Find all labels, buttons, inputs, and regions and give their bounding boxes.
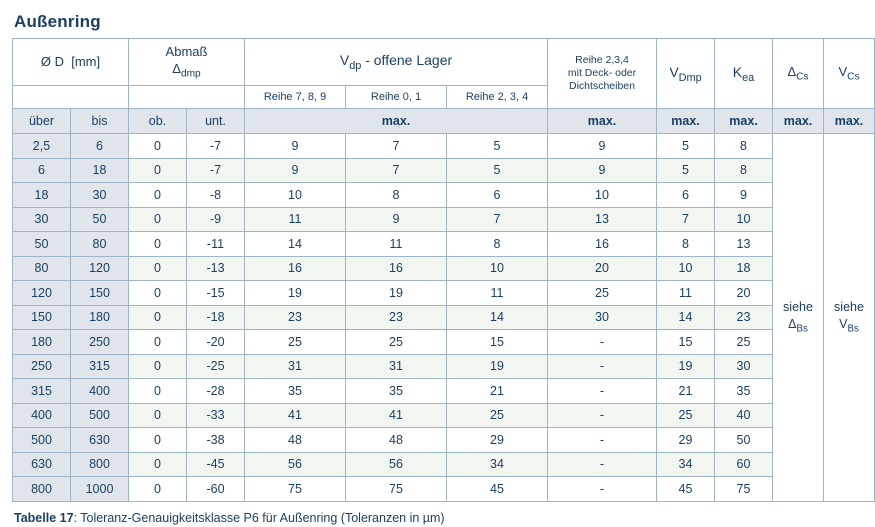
- cell-vdp-reihe01: 16: [346, 256, 447, 281]
- header-vdmp: [657, 39, 715, 109]
- cell-bis: 180: [71, 305, 129, 330]
- header-max-dcs: max.: [773, 109, 824, 134]
- cell-abmass-ob: 0: [129, 452, 187, 477]
- header-vdmp-symbol: V: [669, 63, 679, 80]
- cell-ueber: 50: [13, 232, 71, 257]
- cell-vdp-reihe01: 31: [346, 354, 447, 379]
- cell-vdp-reihe234: 5: [447, 134, 548, 159]
- table-row: [13, 428, 875, 453]
- cell-vdp-reihe234: 8: [447, 232, 548, 257]
- cell-vdp-reihe234: 5: [447, 158, 548, 183]
- header-diameter-symbol: Ø D: [40, 54, 64, 70]
- cell-ueber: 630: [13, 452, 71, 477]
- cell-deckscheiben: 20: [548, 256, 657, 281]
- cell-ueber: 400: [13, 403, 71, 428]
- cell-abmass-ob: 0: [129, 207, 187, 232]
- page-title: Außenring: [14, 12, 101, 31]
- header-reihe-234: Reihe 2, 3, 4: [447, 86, 548, 109]
- header-max-vcs: max.: [824, 109, 875, 134]
- cell-kea: 30: [715, 354, 773, 379]
- cell-vdmp: 8: [657, 232, 715, 257]
- table-row: [13, 207, 875, 232]
- cell-bis: 630: [71, 428, 129, 453]
- cell-bis: 150: [71, 281, 129, 306]
- header-ueber: über: [13, 109, 71, 134]
- cell-vdmp: 29: [657, 428, 715, 453]
- table-row: [13, 452, 875, 477]
- header-kea-subscript: ea: [742, 71, 755, 84]
- header-abmass: [129, 39, 245, 86]
- header-reihe-deck-l1: Reihe 2,3,4: [575, 53, 629, 66]
- cell-bis: 400: [71, 379, 129, 404]
- cell-vdp-reihe789: 14: [245, 232, 346, 257]
- cell-vdp-reihe789: 9: [245, 134, 346, 159]
- cell-vdp-reihe01: 48: [346, 428, 447, 453]
- cell-kea: 25: [715, 330, 773, 355]
- cell-vdp-reihe01: 7: [346, 134, 447, 159]
- cell-ueber: 6: [13, 158, 71, 183]
- cell-bis: 18: [71, 158, 129, 183]
- cell-vdmp: 19: [657, 354, 715, 379]
- cell-vdp-reihe789: 48: [245, 428, 346, 453]
- cell-ueber: 120: [13, 281, 71, 306]
- cell-abmass-ob: 0: [129, 354, 187, 379]
- table-row: [13, 305, 875, 330]
- cell-vdmp: 6: [657, 183, 715, 208]
- cell-vdp-reihe789: 25: [245, 330, 346, 355]
- vcs-siehe-symbol: $V_{Bs}$: [839, 316, 859, 335]
- header-reihe-789: Reihe 7, 8, 9: [245, 86, 346, 109]
- cell-deckscheiben: 9: [548, 134, 657, 159]
- cell-bis: 500: [71, 403, 129, 428]
- cell-vdmp: 25: [657, 403, 715, 428]
- header-dcs-subscript: Cs: [796, 71, 809, 83]
- cell-abmass-ob: 0: [129, 305, 187, 330]
- cell-ueber: 80: [13, 256, 71, 281]
- cell-vdp-reihe234: 19: [447, 354, 548, 379]
- cell-vdp-reihe01: 35: [346, 379, 447, 404]
- cell-vdp-reihe789: 31: [245, 354, 346, 379]
- cell-deckscheiben: 30: [548, 305, 657, 330]
- cell-bis: 315: [71, 354, 129, 379]
- header-abmass-symbol: $\Delta_{dmp}$: [172, 61, 201, 80]
- header-reihe-deck-l3: Dichtscheiben: [569, 80, 635, 93]
- cell-ueber: 150: [13, 305, 71, 330]
- header-ob: ob.: [129, 109, 187, 134]
- header-dcs: [773, 39, 824, 109]
- cell-abmass-unt: -45: [187, 452, 245, 477]
- cell-kea: 23: [715, 305, 773, 330]
- header-reihe-01: Reihe 0, 1: [346, 86, 447, 109]
- cell-abmass-ob: 0: [129, 232, 187, 257]
- cell-abmass-unt: -28: [187, 379, 245, 404]
- header-vcs: [824, 39, 875, 109]
- header-dcs-symbol: Δ: [787, 64, 797, 80]
- caption-text: : Toleranz-Genauigkeitsklasse P6 für Außenring (Toleranzen in µm): [73, 510, 445, 525]
- cell-deckscheiben: -: [548, 330, 657, 355]
- cell-vdmp: 10: [657, 256, 715, 281]
- header-abmass-spacer: [129, 86, 245, 109]
- table-row: [13, 330, 875, 355]
- header-abmass-label: Abmaß: [165, 43, 208, 59]
- cell-bis: 30: [71, 183, 129, 208]
- cell-vdp-reihe789: 9: [245, 158, 346, 183]
- cell-vdp-reihe01: 7: [346, 158, 447, 183]
- cell-kea: 20: [715, 281, 773, 306]
- cell-vdmp: 7: [657, 207, 715, 232]
- table-row: [13, 134, 875, 159]
- cell-vdp-reihe01: 19: [346, 281, 447, 306]
- cell-vdp-reihe01: 23: [346, 305, 447, 330]
- cell-kea: 75: [715, 477, 773, 502]
- cell-ueber: 800: [13, 477, 71, 502]
- cell-kea: 10: [715, 207, 773, 232]
- cell-abmass-ob: 0: [129, 330, 187, 355]
- cell-deckscheiben: -: [548, 379, 657, 404]
- cell-abmass-unt: -8: [187, 183, 245, 208]
- cell-ueber: 30: [13, 207, 71, 232]
- header-unt: unt.: [187, 109, 245, 134]
- dcs-siehe-label: siehe: [783, 299, 813, 314]
- cell-deckscheiben: -: [548, 428, 657, 453]
- cell-abmass-ob: 0: [129, 281, 187, 306]
- cell-abmass-unt: -60: [187, 477, 245, 502]
- cell-vdp-reihe789: 16: [245, 256, 346, 281]
- cell-kea: 8: [715, 158, 773, 183]
- cell-vdp-reihe789: 11: [245, 207, 346, 232]
- cell-bis: 120: [71, 256, 129, 281]
- cell-bis: 800: [71, 452, 129, 477]
- cell-ueber: 180: [13, 330, 71, 355]
- header-max-deck: max.: [548, 109, 657, 134]
- cell-deckscheiben: 9: [548, 158, 657, 183]
- cell-vdp-reihe01: 41: [346, 403, 447, 428]
- cell-vdp-reihe789: 19: [245, 281, 346, 306]
- header-reihe-deckscheiben: [548, 39, 657, 109]
- cell-kea: 13: [715, 232, 773, 257]
- table-row: [13, 354, 875, 379]
- cell-abmass-ob: 0: [129, 256, 187, 281]
- cell-kea: 18: [715, 256, 773, 281]
- cell-abmass-unt: -38: [187, 428, 245, 453]
- table-row: [13, 477, 875, 502]
- cell-deckscheiben: -: [548, 354, 657, 379]
- header-vdmp-subscript: Dmp: [678, 71, 702, 84]
- cell-bis: 80: [71, 232, 129, 257]
- cell-ueber: 18: [13, 183, 71, 208]
- cell-vdp-reihe789: 23: [245, 305, 346, 330]
- cell-vdp-reihe234: 34: [447, 452, 548, 477]
- cell-vdp-reihe01: 75: [346, 477, 447, 502]
- cell-vdp-reihe789: 41: [245, 403, 346, 428]
- cell-vdp-reihe234: 15: [447, 330, 548, 355]
- cell-deckscheiben: -: [548, 403, 657, 428]
- cell-vdmp: 34: [657, 452, 715, 477]
- table-row: [13, 183, 875, 208]
- cell-deckscheiben: -: [548, 452, 657, 477]
- tolerance-table: [12, 38, 875, 502]
- cell-vdmp: 5: [657, 158, 715, 183]
- cell-abmass-ob: 0: [129, 183, 187, 208]
- cell-abmass-ob: 0: [129, 477, 187, 502]
- cell-vdmp: 45: [657, 477, 715, 502]
- cell-abmass-unt: -33: [187, 403, 245, 428]
- cell-abmass-unt: -7: [187, 158, 245, 183]
- header-reihe-deck-l2: mit Deck- oder: [567, 66, 637, 79]
- header-vdp-group: [245, 39, 548, 86]
- header-diameter-unit: [mm]: [71, 54, 101, 70]
- cell-bis: 250: [71, 330, 129, 355]
- header-vcs-subscript: Cs: [847, 71, 860, 83]
- cell-ueber: 250: [13, 354, 71, 379]
- cell-deckscheiben: 25: [548, 281, 657, 306]
- cell-abmass-unt: -7: [187, 134, 245, 159]
- header-max-kea: max.: [715, 109, 773, 134]
- cell-kea: 40: [715, 403, 773, 428]
- cell-vdp-reihe234: 11: [447, 281, 548, 306]
- cell-abmass-ob: 0: [129, 158, 187, 183]
- cell-kea: 60: [715, 452, 773, 477]
- cell-vdmp: 21: [657, 379, 715, 404]
- cell-bis: 1000: [71, 477, 129, 502]
- cell-abmass-ob: 0: [129, 134, 187, 159]
- cell-kea: 35: [715, 379, 773, 404]
- header-kea-symbol: K: [732, 63, 743, 80]
- cell-vdp-reihe234: 6: [447, 183, 548, 208]
- cell-vcs-merged: [824, 134, 875, 502]
- table-row: [13, 158, 875, 183]
- cell-ueber: 2,5: [13, 134, 71, 159]
- cell-vdp-reihe234: 25: [447, 403, 548, 428]
- cell-dcs-merged: [773, 134, 824, 502]
- cell-ueber: 500: [13, 428, 71, 453]
- cell-vdp-reihe789: 75: [245, 477, 346, 502]
- cell-deckscheiben: -: [548, 477, 657, 502]
- header-vcs-symbol: V: [838, 64, 848, 80]
- cell-abmass-ob: 0: [129, 428, 187, 453]
- vcs-siehe-label: siehe: [834, 299, 864, 314]
- cell-vdp-reihe234: 45: [447, 477, 548, 502]
- cell-abmass-unt: -11: [187, 232, 245, 257]
- header-row-units: [13, 109, 875, 134]
- header-diameter-spacer: [13, 86, 129, 109]
- cell-vdp-reihe234: 10: [447, 256, 548, 281]
- cell-kea: 50: [715, 428, 773, 453]
- cell-abmass-unt: -9: [187, 207, 245, 232]
- cell-vdp-reihe789: 10: [245, 183, 346, 208]
- header-row-main: [13, 39, 875, 86]
- header-vdp-symbol: $V_{dp}$ - offene Lager: [339, 52, 453, 72]
- cell-vdp-reihe234: 29: [447, 428, 548, 453]
- cell-vdp-reihe234: 14: [447, 305, 548, 330]
- table-row: [13, 281, 875, 306]
- cell-vdp-reihe789: 35: [245, 379, 346, 404]
- cell-deckscheiben: 16: [548, 232, 657, 257]
- cell-kea: 8: [715, 134, 773, 159]
- cell-vdp-reihe234: 7: [447, 207, 548, 232]
- cell-abmass-unt: -18: [187, 305, 245, 330]
- cell-bis: 50: [71, 207, 129, 232]
- cell-vdp-reihe01: 11: [346, 232, 447, 257]
- cell-abmass-unt: -25: [187, 354, 245, 379]
- cell-ueber: 315: [13, 379, 71, 404]
- cell-abmass-unt: -15: [187, 281, 245, 306]
- cell-vdp-reihe234: 21: [447, 379, 548, 404]
- cell-vdmp: 15: [657, 330, 715, 355]
- header-max-vdp: max.: [245, 109, 548, 134]
- cell-vdmp: 11: [657, 281, 715, 306]
- header-diameter: [13, 39, 129, 86]
- cell-kea: 9: [715, 183, 773, 208]
- table-row: [13, 379, 875, 404]
- cell-deckscheiben: 10: [548, 183, 657, 208]
- cell-vdp-reihe01: 9: [346, 207, 447, 232]
- header-kea: [715, 39, 773, 109]
- cell-abmass-unt: -13: [187, 256, 245, 281]
- cell-vdp-reihe01: 8: [346, 183, 447, 208]
- caption-label: Tabelle 17: [14, 510, 74, 525]
- cell-vdp-reihe01: 25: [346, 330, 447, 355]
- cell-vdmp: 5: [657, 134, 715, 159]
- table-row: [13, 256, 875, 281]
- cell-vdmp: 14: [657, 305, 715, 330]
- cell-abmass-unt: -20: [187, 330, 245, 355]
- cell-deckscheiben: 13: [548, 207, 657, 232]
- table-row: [13, 403, 875, 428]
- cell-vdp-reihe01: 56: [346, 452, 447, 477]
- table-row: [13, 232, 875, 257]
- header-bis: bis: [71, 109, 129, 134]
- header-max-vdmp: max.: [657, 109, 715, 134]
- cell-abmass-ob: 0: [129, 379, 187, 404]
- dcs-siehe-symbol: $\Delta_{Bs}$: [788, 316, 808, 335]
- cell-vdp-reihe789: 56: [245, 452, 346, 477]
- cell-bis: 6: [71, 134, 129, 159]
- cell-abmass-ob: 0: [129, 403, 187, 428]
- table-caption: [14, 511, 823, 525]
